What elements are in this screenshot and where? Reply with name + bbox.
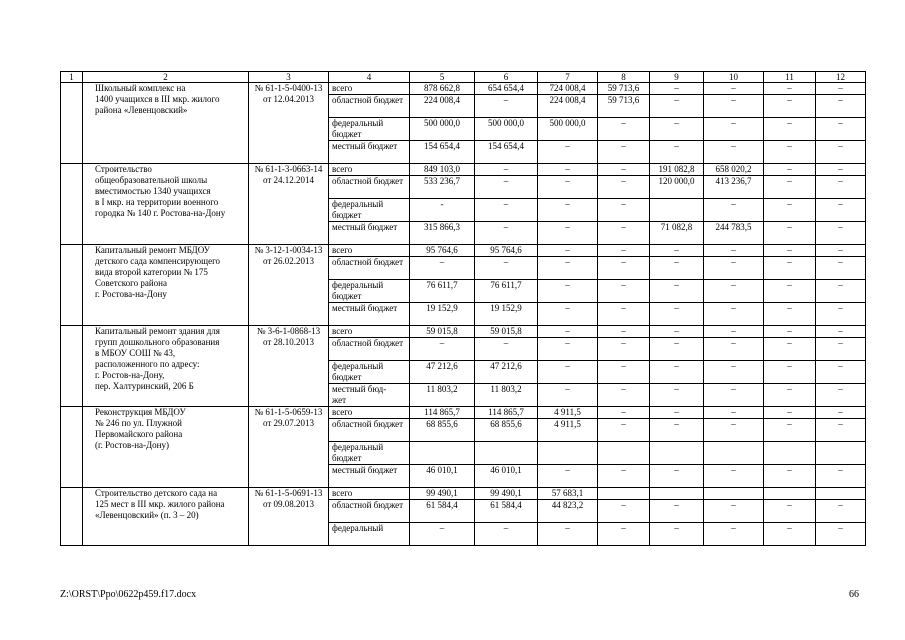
value-cell: – bbox=[816, 303, 866, 326]
value-cell: – bbox=[538, 176, 598, 199]
value-cell: – bbox=[650, 303, 704, 326]
document-number-cell: № 61-1-5-0400-13 от 12.04.2013 bbox=[249, 83, 329, 164]
value-cell: – bbox=[704, 384, 764, 407]
value-cell: – bbox=[816, 523, 866, 546]
value-cell: 95 764,6 bbox=[475, 245, 538, 257]
value-cell: – bbox=[475, 176, 538, 199]
column-header: 5 bbox=[410, 72, 475, 83]
value-cell: – bbox=[816, 419, 866, 442]
value-cell: – bbox=[704, 95, 764, 118]
value-cell: – bbox=[598, 222, 650, 245]
document-number-cell: № 61-1-5-0659-13 от 29.07.2013 bbox=[249, 407, 329, 488]
table-row bbox=[61, 83, 866, 95]
value-cell bbox=[650, 442, 704, 465]
value-cell: – bbox=[650, 465, 704, 488]
object-name-cell: Капитальный ремонт МБДОУ детского сада компенсирующего вида второй категории № 175 Советского района г. Ростова-на-Дону bbox=[83, 245, 249, 326]
value-cell: 57 683,1 bbox=[538, 488, 598, 500]
value-cell: 68 855,6 bbox=[475, 419, 538, 442]
column-header: 6 bbox=[475, 72, 538, 83]
value-cell bbox=[704, 442, 764, 465]
value-cell bbox=[816, 488, 866, 500]
funding-source-cell: всего bbox=[329, 407, 410, 419]
value-cell: – bbox=[764, 141, 816, 164]
value-cell: 61 584,4 bbox=[475, 500, 538, 523]
value-cell: – bbox=[410, 523, 475, 546]
value-cell: – bbox=[764, 338, 816, 361]
value-cell: – bbox=[764, 257, 816, 280]
value-cell: – bbox=[816, 407, 866, 419]
value-cell: – bbox=[764, 95, 816, 118]
funding-source-cell: федеральный бюджет bbox=[329, 442, 410, 465]
row-number-cell bbox=[61, 83, 83, 164]
value-cell: 191 082,8 bbox=[650, 164, 704, 176]
value-cell: – bbox=[598, 199, 650, 222]
value-cell: – bbox=[816, 222, 866, 245]
value-cell: 224 008,4 bbox=[410, 95, 475, 118]
funding-source-cell: областной бюджет bbox=[329, 257, 410, 280]
funding-source-cell: местный бюд- жет bbox=[329, 384, 410, 407]
value-cell: 114 865,7 bbox=[475, 407, 538, 419]
value-cell: – bbox=[704, 338, 764, 361]
document-number-cell: № 61-1-3-0663-14 от 24.12.2014 bbox=[249, 164, 329, 245]
value-cell: 76 611,7 bbox=[475, 280, 538, 303]
value-cell: 19 152,9 bbox=[410, 303, 475, 326]
value-cell: - bbox=[410, 199, 475, 222]
object-name-cell: Строительство детского сада на 125 мест в III мкр. жилого района «Левенцовский» (п. 3 – 20) bbox=[83, 488, 249, 546]
value-cell: – bbox=[650, 141, 704, 164]
value-cell bbox=[598, 488, 650, 500]
value-cell: 76 611,7 bbox=[410, 280, 475, 303]
value-cell: – bbox=[764, 303, 816, 326]
value-cell: – bbox=[704, 199, 764, 222]
value-cell: – bbox=[650, 245, 704, 257]
funding-source-cell: всего bbox=[329, 164, 410, 176]
funding-source-cell: всего bbox=[329, 488, 410, 500]
value-cell: – bbox=[704, 245, 764, 257]
value-cell: – bbox=[704, 257, 764, 280]
value-cell: 154 654,4 bbox=[475, 141, 538, 164]
value-cell: – bbox=[816, 118, 866, 141]
value-cell: – bbox=[764, 164, 816, 176]
value-cell: – bbox=[538, 338, 598, 361]
value-cell: 500 000,0 bbox=[538, 118, 598, 141]
funding-source-cell: местный бюджет bbox=[329, 465, 410, 488]
value-cell: 19 152,9 bbox=[475, 303, 538, 326]
value-cell: – bbox=[650, 361, 704, 384]
value-cell: – bbox=[598, 523, 650, 546]
value-cell: – bbox=[816, 280, 866, 303]
value-cell: 849 103,0 bbox=[410, 164, 475, 176]
value-cell: – bbox=[475, 523, 538, 546]
value-cell: – bbox=[650, 257, 704, 280]
funding-source-cell: всего bbox=[329, 245, 410, 257]
funding-source-cell: местный бюджет bbox=[329, 222, 410, 245]
value-cell: – bbox=[816, 199, 866, 222]
value-cell: – bbox=[764, 280, 816, 303]
value-cell: – bbox=[598, 257, 650, 280]
value-cell: – bbox=[410, 338, 475, 361]
value-cell: – bbox=[538, 384, 598, 407]
value-cell: – bbox=[704, 465, 764, 488]
value-cell bbox=[764, 488, 816, 500]
value-cell bbox=[816, 442, 866, 465]
value-cell: 500 000,0 bbox=[475, 118, 538, 141]
value-cell bbox=[475, 442, 538, 465]
value-cell: – bbox=[764, 523, 816, 546]
value-cell: – bbox=[598, 407, 650, 419]
value-cell: 224 008,4 bbox=[538, 95, 598, 118]
value-cell: – bbox=[704, 419, 764, 442]
value-cell: – bbox=[598, 176, 650, 199]
value-cell: – bbox=[764, 118, 816, 141]
value-cell: – bbox=[598, 303, 650, 326]
value-cell: – bbox=[816, 361, 866, 384]
value-cell: – bbox=[650, 326, 704, 338]
document-number-cell: № 61-1-5-0691-13 от 09.08.2013 bbox=[249, 488, 329, 546]
value-cell: 44 823,2 bbox=[538, 500, 598, 523]
value-cell: – bbox=[538, 245, 598, 257]
value-cell: – bbox=[704, 303, 764, 326]
column-header: 3 bbox=[249, 72, 329, 83]
value-cell: – bbox=[650, 419, 704, 442]
value-cell: – bbox=[704, 83, 764, 95]
value-cell: – bbox=[475, 222, 538, 245]
funding-source-cell: федеральный бюджет bbox=[329, 361, 410, 384]
value-cell: – bbox=[816, 164, 866, 176]
value-cell: 59 713,6 bbox=[598, 95, 650, 118]
value-cell: – bbox=[764, 326, 816, 338]
value-cell: 59 713,6 bbox=[598, 83, 650, 95]
value-cell: – bbox=[598, 245, 650, 257]
value-cell: – bbox=[475, 338, 538, 361]
value-cell: – bbox=[816, 326, 866, 338]
table-row bbox=[61, 407, 866, 419]
footer-page-number: 66 bbox=[849, 589, 859, 600]
value-cell: – bbox=[764, 222, 816, 245]
table-row bbox=[61, 164, 866, 176]
value-cell: – bbox=[598, 118, 650, 141]
funding-source-cell: областной бюджет bbox=[329, 419, 410, 442]
value-cell: 61 584,4 bbox=[410, 500, 475, 523]
budget-table bbox=[60, 71, 866, 546]
footer-file-path: Z:\ORST\Ppo\0622p459.f17.docx bbox=[60, 589, 197, 600]
value-cell: – bbox=[598, 338, 650, 361]
value-cell bbox=[650, 199, 704, 222]
row-number-cell bbox=[61, 407, 83, 488]
value-cell: 59 015,8 bbox=[475, 326, 538, 338]
value-cell: 154 654,4 bbox=[410, 141, 475, 164]
value-cell: – bbox=[816, 176, 866, 199]
row-number-cell bbox=[61, 488, 83, 546]
value-cell: 46 010,1 bbox=[475, 465, 538, 488]
value-cell: – bbox=[816, 83, 866, 95]
value-cell: – bbox=[538, 199, 598, 222]
value-cell: – bbox=[704, 280, 764, 303]
value-cell: – bbox=[764, 83, 816, 95]
value-cell: – bbox=[650, 407, 704, 419]
column-header: 9 bbox=[650, 72, 704, 83]
funding-source-cell: местный бюджет bbox=[329, 303, 410, 326]
funding-source-cell: областной бюджет bbox=[329, 176, 410, 199]
value-cell: – bbox=[764, 245, 816, 257]
value-cell: – bbox=[538, 523, 598, 546]
value-cell: – bbox=[475, 164, 538, 176]
value-cell: – bbox=[764, 199, 816, 222]
value-cell: – bbox=[650, 118, 704, 141]
value-cell: – bbox=[538, 222, 598, 245]
value-cell: – bbox=[816, 245, 866, 257]
value-cell: – bbox=[650, 338, 704, 361]
header-row bbox=[61, 72, 866, 83]
funding-source-cell: областной бюджет bbox=[329, 95, 410, 118]
column-header: 10 bbox=[704, 72, 764, 83]
row-number-cell bbox=[61, 164, 83, 245]
value-cell bbox=[764, 442, 816, 465]
value-cell: 99 490,1 bbox=[475, 488, 538, 500]
value-cell: – bbox=[598, 326, 650, 338]
value-cell: 533 236,7 bbox=[410, 176, 475, 199]
value-cell: – bbox=[816, 465, 866, 488]
value-cell: – bbox=[410, 257, 475, 280]
value-cell: – bbox=[704, 500, 764, 523]
funding-source-cell: областной бюджет bbox=[329, 500, 410, 523]
value-cell: 47 212,6 bbox=[475, 361, 538, 384]
value-cell: – bbox=[704, 361, 764, 384]
value-cell: – bbox=[538, 303, 598, 326]
value-cell: – bbox=[704, 407, 764, 419]
funding-source-cell: всего bbox=[329, 326, 410, 338]
value-cell: – bbox=[598, 500, 650, 523]
value-cell: – bbox=[816, 257, 866, 280]
value-cell: 244 783,5 bbox=[704, 222, 764, 245]
value-cell: 95 764,6 bbox=[410, 245, 475, 257]
funding-source-cell: федеральный бюджет bbox=[329, 280, 410, 303]
value-cell: 4 911,5 bbox=[538, 407, 598, 419]
object-name-cell: Школьный комплекс на 1400 учащихся в III мкр. жилого района «Левенцовский» bbox=[83, 83, 249, 164]
value-cell: – bbox=[650, 95, 704, 118]
value-cell: – bbox=[704, 326, 764, 338]
column-header: 7 bbox=[538, 72, 598, 83]
table-row bbox=[61, 488, 866, 500]
value-cell: 413 236,7 bbox=[704, 176, 764, 199]
value-cell: – bbox=[538, 361, 598, 384]
value-cell: – bbox=[650, 280, 704, 303]
value-cell: – bbox=[704, 118, 764, 141]
value-cell: 654 654,4 bbox=[475, 83, 538, 95]
table-row bbox=[61, 326, 866, 338]
value-cell: – bbox=[538, 465, 598, 488]
value-cell: 71 082,8 bbox=[650, 222, 704, 245]
value-cell: 724 008,4 bbox=[538, 83, 598, 95]
value-cell: 500 000,0 bbox=[410, 118, 475, 141]
column-header: 8 bbox=[598, 72, 650, 83]
value-cell: 11 803,2 bbox=[475, 384, 538, 407]
object-name-cell: Реконструкция МБДОУ № 246 по ул. Плужной Первомайского района (г. Ростов-на-Дону) bbox=[83, 407, 249, 488]
column-header: 4 bbox=[329, 72, 410, 83]
row-number-cell bbox=[61, 326, 83, 407]
row-number-cell bbox=[61, 245, 83, 326]
value-cell: – bbox=[598, 384, 650, 407]
funding-source-cell: областной бюджет bbox=[329, 338, 410, 361]
funding-source-cell: федеральный bbox=[329, 523, 410, 546]
table-row bbox=[61, 245, 866, 257]
funding-source-cell: федеральный бюджет bbox=[329, 199, 410, 222]
value-cell: – bbox=[650, 500, 704, 523]
value-cell: – bbox=[704, 141, 764, 164]
value-cell: – bbox=[598, 141, 650, 164]
value-cell: – bbox=[598, 164, 650, 176]
value-cell: – bbox=[650, 384, 704, 407]
value-cell: – bbox=[764, 407, 816, 419]
value-cell: – bbox=[475, 95, 538, 118]
value-cell: 59 015,8 bbox=[410, 326, 475, 338]
value-cell: 120 000,0 bbox=[650, 176, 704, 199]
value-cell: 46 010,1 bbox=[410, 465, 475, 488]
object-name-cell: Строительство общеобразовательной школы вместимостью 1340 учащихся в I мкр. на территории военного городка № 140 г. Ростова-на-Дону bbox=[83, 164, 249, 245]
value-cell bbox=[538, 442, 598, 465]
value-cell: – bbox=[764, 384, 816, 407]
column-header: 11 bbox=[764, 72, 816, 83]
value-cell: 11 803,2 bbox=[410, 384, 475, 407]
value-cell: – bbox=[816, 95, 866, 118]
value-cell: – bbox=[816, 500, 866, 523]
value-cell: – bbox=[764, 361, 816, 384]
value-cell: – bbox=[650, 523, 704, 546]
value-cell: – bbox=[538, 141, 598, 164]
value-cell bbox=[650, 488, 704, 500]
value-cell: – bbox=[764, 500, 816, 523]
funding-source-cell: всего bbox=[329, 83, 410, 95]
value-cell: – bbox=[764, 465, 816, 488]
value-cell: – bbox=[816, 384, 866, 407]
column-header: 2 bbox=[83, 72, 249, 83]
value-cell: – bbox=[816, 338, 866, 361]
value-cell: – bbox=[764, 419, 816, 442]
value-cell bbox=[704, 488, 764, 500]
value-cell: 878 662,8 bbox=[410, 83, 475, 95]
value-cell: – bbox=[598, 361, 650, 384]
value-cell: – bbox=[598, 419, 650, 442]
value-cell: – bbox=[538, 326, 598, 338]
value-cell: – bbox=[704, 523, 764, 546]
value-cell: – bbox=[764, 176, 816, 199]
value-cell: 315 866,3 bbox=[410, 222, 475, 245]
funding-source-cell: федеральный бюджет bbox=[329, 118, 410, 141]
value-cell: – bbox=[650, 83, 704, 95]
funding-source-cell: местный бюджет bbox=[329, 141, 410, 164]
column-header: 12 bbox=[816, 72, 866, 83]
value-cell: – bbox=[538, 257, 598, 280]
document-number-cell: № 3-12-1-0034-13 от 26.02.2013 bbox=[249, 245, 329, 326]
value-cell: 99 490,1 bbox=[410, 488, 475, 500]
column-header: 1 bbox=[61, 72, 83, 83]
value-cell bbox=[598, 442, 650, 465]
value-cell: – bbox=[475, 257, 538, 280]
value-cell: 4 911,5 bbox=[538, 419, 598, 442]
value-cell: – bbox=[538, 280, 598, 303]
value-cell: – bbox=[816, 141, 866, 164]
value-cell: 68 855,6 bbox=[410, 419, 475, 442]
value-cell: – bbox=[475, 199, 538, 222]
document-number-cell: № 3-6-1-0868-13 от 28.10.2013 bbox=[249, 326, 329, 407]
value-cell: – bbox=[598, 465, 650, 488]
value-cell: – bbox=[538, 164, 598, 176]
value-cell: 114 865,7 bbox=[410, 407, 475, 419]
value-cell: 658 020,2 bbox=[704, 164, 764, 176]
value-cell: – bbox=[598, 280, 650, 303]
value-cell: 47 212,6 bbox=[410, 361, 475, 384]
value-cell bbox=[410, 442, 475, 465]
object-name-cell: Капитальный ремонт здания для групп дошкольного образования в МБОУ СОШ № 43, расположенного по адресу: г. Ростов-на-Дону, пер. Халтуринский, 206 Б bbox=[83, 326, 249, 407]
